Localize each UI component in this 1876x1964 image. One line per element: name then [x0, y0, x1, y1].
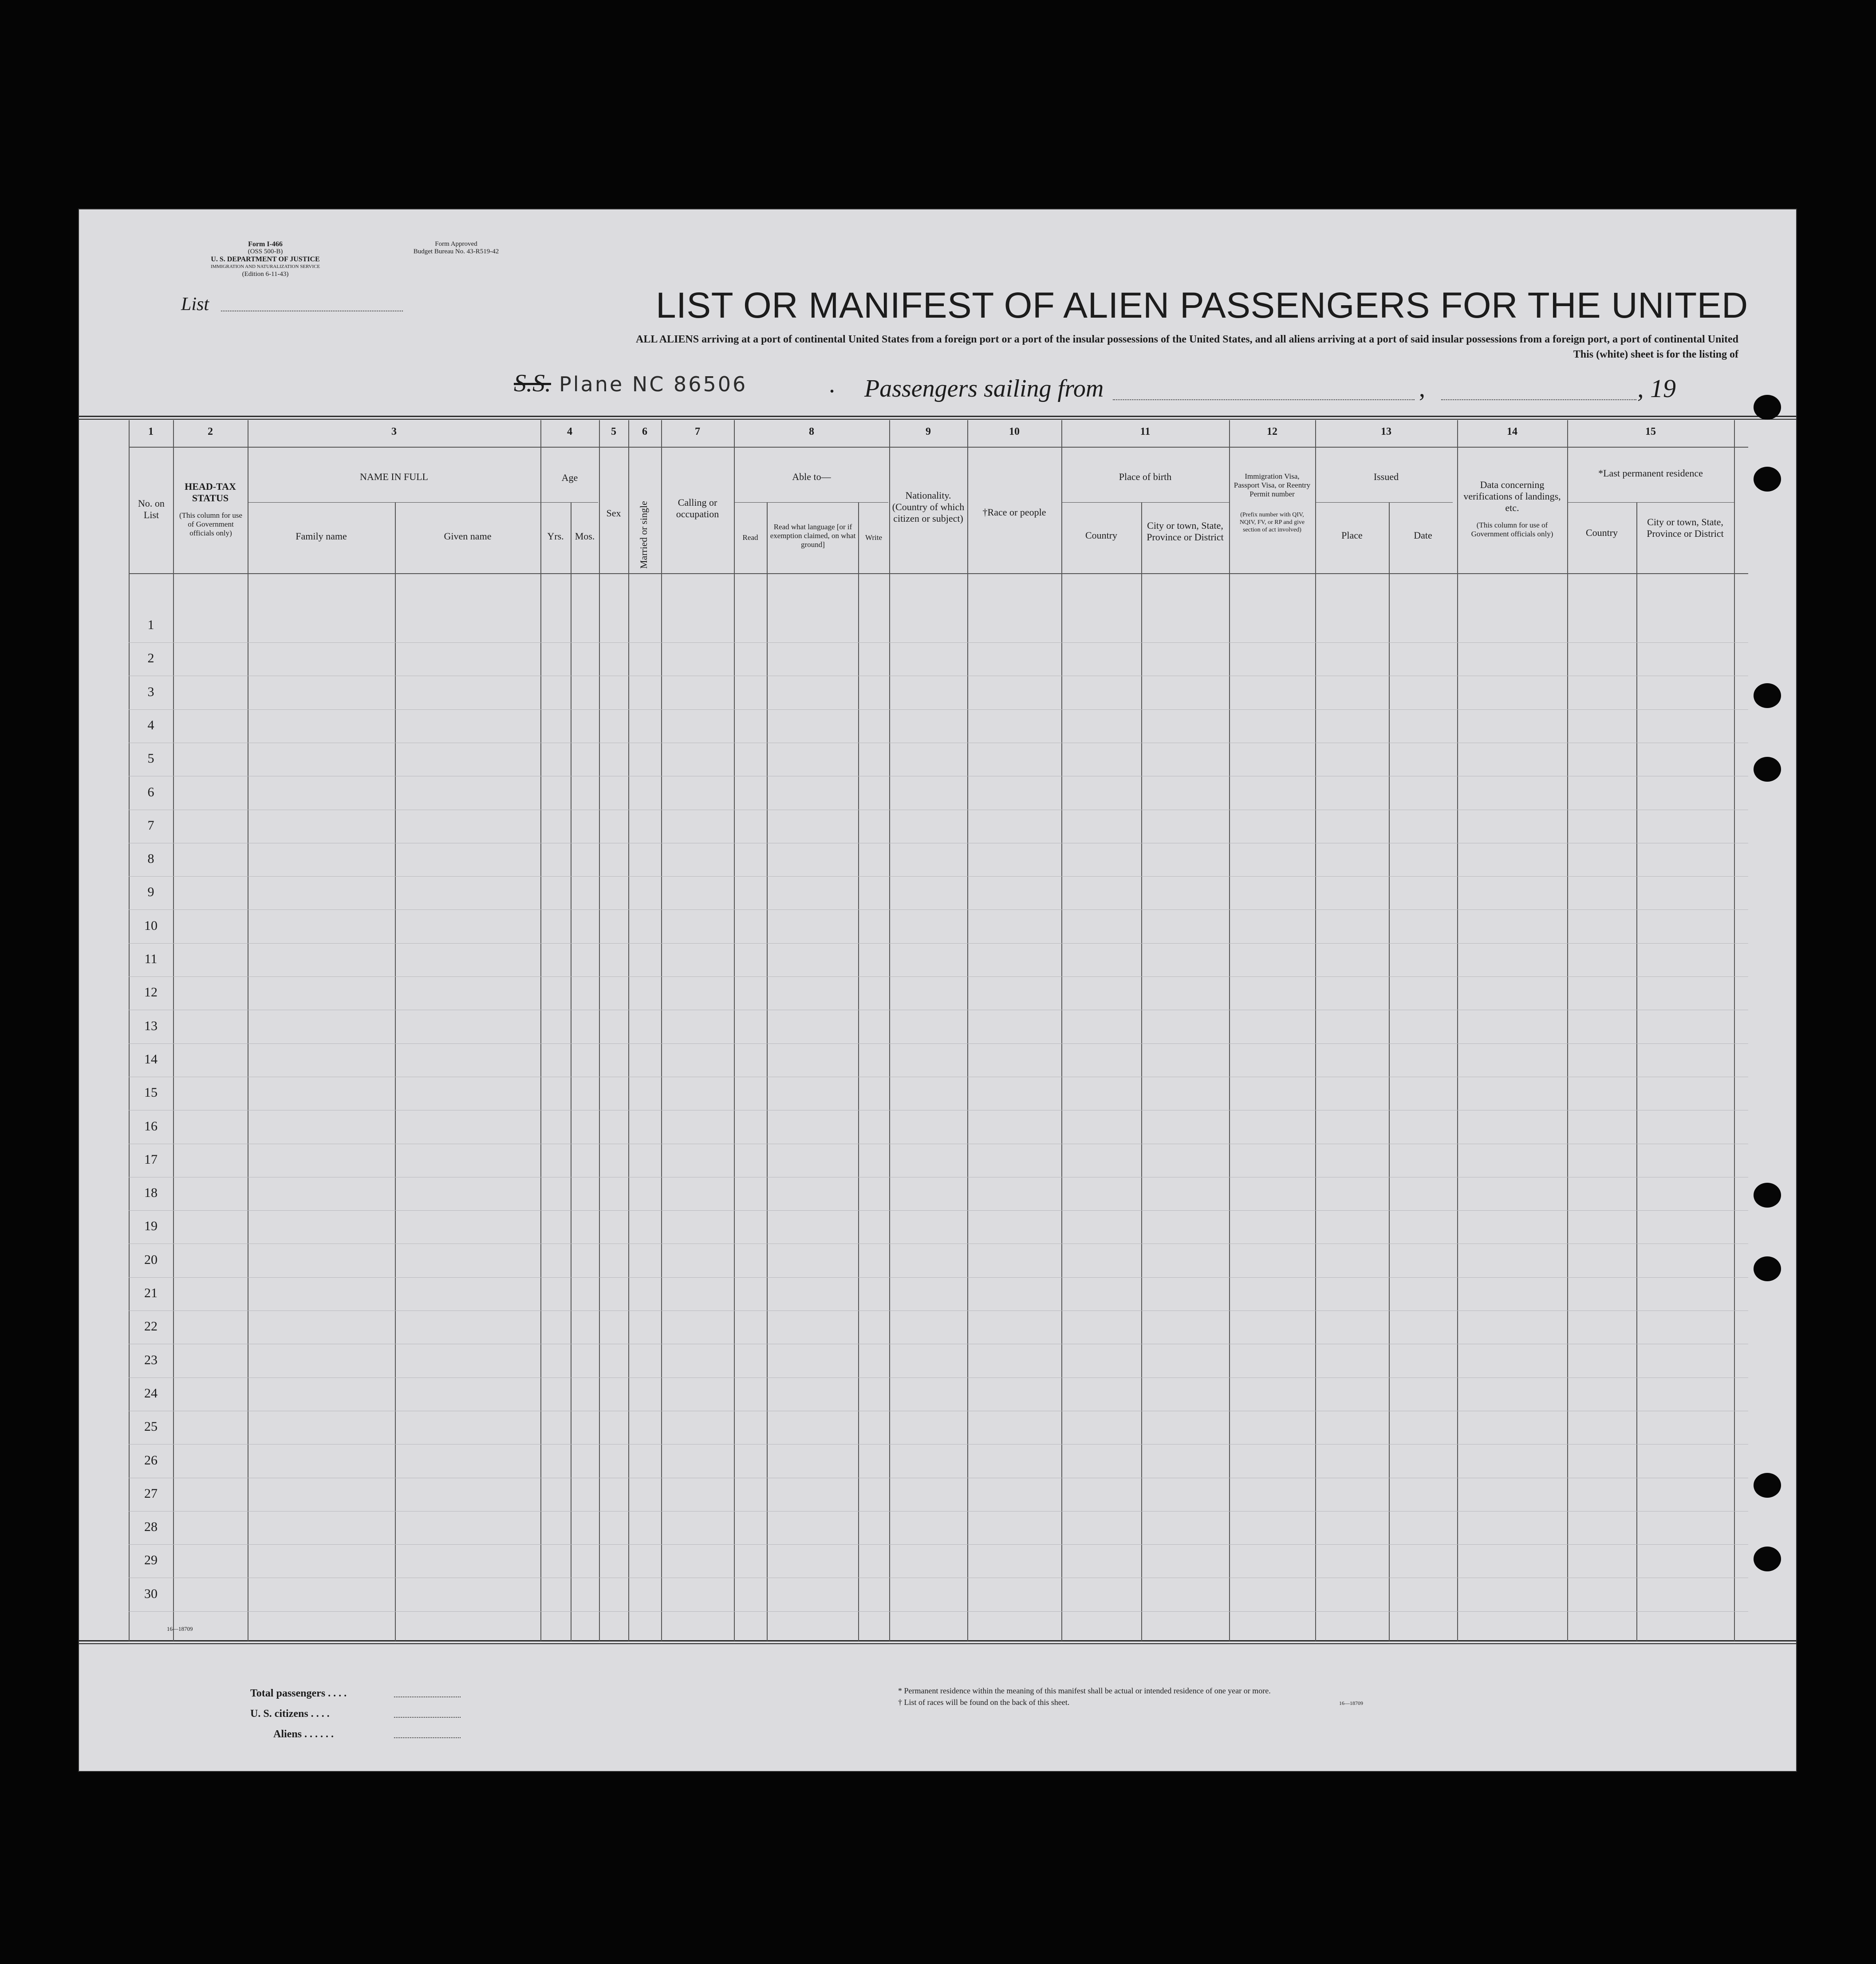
- row-number: 5: [147, 751, 154, 766]
- total-passengers-field[interactable]: [394, 1696, 461, 1697]
- header-name-in-full: NAME IN FULL: [360, 471, 428, 482]
- form-identification: [172, 240, 359, 278]
- row-number: 29: [144, 1553, 158, 1567]
- punch-hole: [1754, 1183, 1781, 1208]
- table-row[interactable]: [129, 943, 1748, 944]
- separator-dot: .: [829, 370, 835, 398]
- col-line: [734, 420, 735, 1641]
- table-row[interactable]: [129, 709, 1748, 710]
- approval-line: Form Approved: [435, 240, 477, 248]
- header-calling: Calling or occupation: [676, 497, 719, 520]
- col-line: [1636, 502, 1637, 1641]
- column-number: 5: [611, 426, 616, 437]
- header-birth-city: City or town, State, Province or District: [1147, 520, 1224, 543]
- table-row[interactable]: [129, 876, 1748, 877]
- table-row[interactable]: [129, 1043, 1748, 1044]
- row-number: 14: [144, 1052, 158, 1067]
- column-number: 10: [1009, 426, 1020, 437]
- punch-hole: [1754, 757, 1781, 782]
- header-write: Write: [865, 533, 883, 542]
- form-number: Form I-466: [248, 240, 283, 248]
- header-race: †Race or people: [982, 507, 1046, 518]
- row-number: 2: [147, 651, 154, 665]
- row-number: 9: [147, 885, 154, 899]
- manifest-sheet: [79, 209, 1796, 1771]
- manifest-subtitle-line2: This (white) sheet is for the listing of: [1573, 349, 1738, 360]
- table-row[interactable]: [129, 1277, 1748, 1278]
- residence-subheader-rule: [1567, 502, 1734, 503]
- punch-hole: [1754, 1547, 1781, 1571]
- header-last-residence: *Last permanent residence: [1598, 468, 1703, 479]
- column-number: 3: [391, 426, 397, 437]
- punch-hole: [1754, 1473, 1781, 1498]
- header-read-language: Read what language [or if exemption claimed, on what ground]: [770, 523, 856, 549]
- table-bottom-rule-2: [79, 1643, 1796, 1644]
- form-code: (OSS 500-B): [248, 248, 283, 255]
- column-number: 2: [208, 426, 213, 437]
- table-row[interactable]: [129, 1544, 1748, 1545]
- footnote-code: 16—18709: [1339, 1700, 1363, 1706]
- row-number: 22: [144, 1319, 158, 1334]
- column-number: 4: [567, 426, 572, 437]
- col-line: [1389, 502, 1390, 1641]
- col-line: [767, 502, 768, 1641]
- table-top-rule: [79, 416, 1796, 417]
- vessel-name-handwritten: Plane NC 86506: [559, 372, 748, 396]
- row-number: 21: [144, 1286, 158, 1300]
- col-line: [1734, 420, 1735, 1641]
- header-head-tax-note: (This column for use of Government officials only): [179, 511, 243, 537]
- aliens-field[interactable]: [394, 1737, 461, 1738]
- vessel-field[interactable]: [514, 369, 747, 398]
- sailing-date-field[interactable]: [1441, 399, 1636, 400]
- total-passengers-label: Total passengers . . . .: [250, 1688, 347, 1699]
- column-number: 13: [1381, 426, 1391, 437]
- issued-subheader-rule: [1315, 502, 1453, 503]
- header-read: Read: [742, 533, 758, 542]
- header-age: Age: [561, 472, 578, 483]
- manifest-title: LIST OR MANIFEST OF ALIEN PASSENGERS FOR THE UNITED: [656, 285, 1748, 326]
- manifest-subtitle-line1: ALL ALIENS arriving at a port of continental United States from a foreign port or a port of the insular possessions of the United States, and all aliens arriving at a port of said insular possessions from a foreign port, a port of continental United: [636, 334, 1738, 345]
- row-number: 18: [144, 1185, 158, 1200]
- row-number: 24: [144, 1386, 158, 1401]
- row-number: 4: [147, 718, 154, 732]
- department-name: U. S. DEPARTMENT OF JUSTICE: [211, 256, 320, 263]
- budget-bureau-number: Budget Bureau No. 43-R519-42: [413, 248, 499, 255]
- list-label: List: [181, 294, 209, 315]
- year-prefix: , 19: [1637, 374, 1676, 403]
- header-visa: Immigration Visa, Passport Visa, or Reentry Permit number: [1234, 472, 1311, 498]
- column-number: 11: [1140, 426, 1151, 437]
- col-line: [1061, 420, 1062, 1641]
- birth-subheader-rule: [1061, 502, 1229, 503]
- header-verifications: Data concerning verifications of landings, etc.: [1463, 479, 1561, 513]
- row-number: 19: [144, 1219, 158, 1233]
- header-no-on-list: No. on List: [138, 498, 165, 520]
- header-head-tax: HEAD-TAX STATUS: [185, 481, 236, 504]
- footnote-races: † List of races will be found on the back of this sheet.: [898, 1698, 1070, 1707]
- punch-hole: [1754, 683, 1781, 708]
- col-line: [889, 420, 890, 1641]
- table-row[interactable]: [129, 909, 1748, 910]
- sailing-from-field[interactable]: [1113, 399, 1415, 400]
- col-line: [395, 502, 396, 1641]
- form-edition: (Edition 6-11-43): [242, 271, 289, 278]
- us-citizens-label: U. S. citizens . . . .: [250, 1708, 330, 1720]
- header-age-years: Yrs.: [547, 531, 564, 542]
- row-number: 16: [144, 1119, 158, 1134]
- row-number: 17: [144, 1152, 158, 1167]
- row-number: 6: [147, 785, 154, 799]
- row-number: 7: [147, 818, 154, 833]
- header-age-months: Mos.: [575, 531, 595, 542]
- column-number: 14: [1507, 426, 1517, 437]
- row-number: 3: [147, 685, 154, 699]
- form-approval: [345, 240, 567, 256]
- header-given-name: Given name: [444, 531, 492, 542]
- col-line: [173, 420, 174, 1641]
- col-line: [599, 420, 600, 1641]
- header-bottom-rule: [129, 573, 1748, 574]
- punch-hole: [1754, 1256, 1781, 1281]
- row-number: 8: [147, 851, 154, 866]
- row-number: 28: [144, 1519, 158, 1534]
- row-number: 30: [144, 1586, 158, 1601]
- service-name: IMMIGRATION AND NATURALIZATION SERVICE: [210, 264, 320, 269]
- punch-hole: [1754, 467, 1781, 492]
- col-line: [1315, 420, 1316, 1641]
- footnote-residence: * Permanent residence within the meaning of this manifest shall be actual or intended residence of one year or more.: [898, 1686, 1271, 1695]
- us-citizens-field[interactable]: [394, 1717, 461, 1718]
- header-place-of-birth: Place of birth: [1119, 471, 1172, 482]
- header-verifications-note: (This column for use of Government officials only): [1471, 521, 1553, 538]
- name-subheader-rule: [248, 502, 540, 503]
- col-line: [628, 420, 629, 1641]
- col-line: [858, 502, 859, 1641]
- row-number: 26: [144, 1453, 158, 1468]
- able-subheader-rule: [734, 502, 888, 503]
- col-line: [1141, 502, 1142, 1641]
- header-residence-country: Country: [1585, 527, 1618, 538]
- age-subheader-rule: [540, 502, 598, 503]
- column-number: 1: [148, 426, 154, 437]
- punch-hole: [1754, 395, 1781, 420]
- row-number: 12: [144, 985, 158, 1000]
- column-number: 7: [695, 426, 700, 437]
- row-number: 23: [144, 1353, 158, 1367]
- col-line: [661, 420, 662, 1641]
- row-number: 25: [144, 1419, 158, 1434]
- separator-comma: ,: [1419, 375, 1425, 402]
- header-sex: Sex: [606, 508, 621, 519]
- header-able-to: Able to—: [792, 471, 831, 482]
- row-number: 13: [144, 1019, 158, 1033]
- col-line: [540, 420, 541, 1641]
- header-residence-city: City or town, State, Province or District: [1647, 516, 1724, 539]
- row-number: 15: [144, 1085, 158, 1100]
- header-issued-date: Date: [1414, 530, 1432, 541]
- table-row[interactable]: [129, 1611, 1748, 1612]
- column-number-rule: [129, 447, 1748, 448]
- table-bottom-rule: [79, 1640, 1796, 1641]
- table-row[interactable]: [129, 642, 1748, 643]
- col-line: [1567, 420, 1568, 1641]
- aliens-label: Aliens . . . . . .: [273, 1728, 334, 1740]
- year-prefix-text: 19: [1650, 374, 1676, 403]
- row-number: 20: [144, 1252, 158, 1267]
- header-married-or-single: Married or single: [638, 501, 649, 569]
- column-number: 8: [809, 426, 814, 437]
- table-top-rule-2: [79, 419, 1796, 420]
- col-line: [967, 420, 968, 1641]
- header-visa-note: (Prefix number with QIV, NQIV, FV, or RP and give section of act involved): [1239, 512, 1305, 533]
- row-number: 1: [147, 618, 154, 632]
- header-issued: Issued: [1373, 471, 1399, 482]
- printer-mark: 16—18709: [167, 1626, 193, 1632]
- column-number: 6: [642, 426, 647, 437]
- header-birth-country: Country: [1085, 530, 1118, 541]
- column-number: 9: [926, 426, 931, 437]
- row-number: 11: [144, 952, 158, 966]
- table-row[interactable]: [129, 1210, 1748, 1211]
- col-line: [1229, 420, 1230, 1641]
- vessel-label: S.S.: [514, 370, 551, 397]
- column-number: 12: [1267, 426, 1277, 437]
- row-number: 10: [144, 918, 158, 933]
- column-number: 15: [1645, 426, 1656, 437]
- row-number: 27: [144, 1486, 158, 1501]
- header-nationality: Nationality. (Country of which citizen or subject): [892, 490, 965, 524]
- sailing-from-label: Passengers sailing from: [864, 375, 1104, 402]
- header-family-name: Family name: [296, 531, 347, 542]
- table-row[interactable]: [129, 976, 1748, 977]
- col-line: [1457, 420, 1458, 1641]
- header-issued-place: Place: [1341, 530, 1363, 541]
